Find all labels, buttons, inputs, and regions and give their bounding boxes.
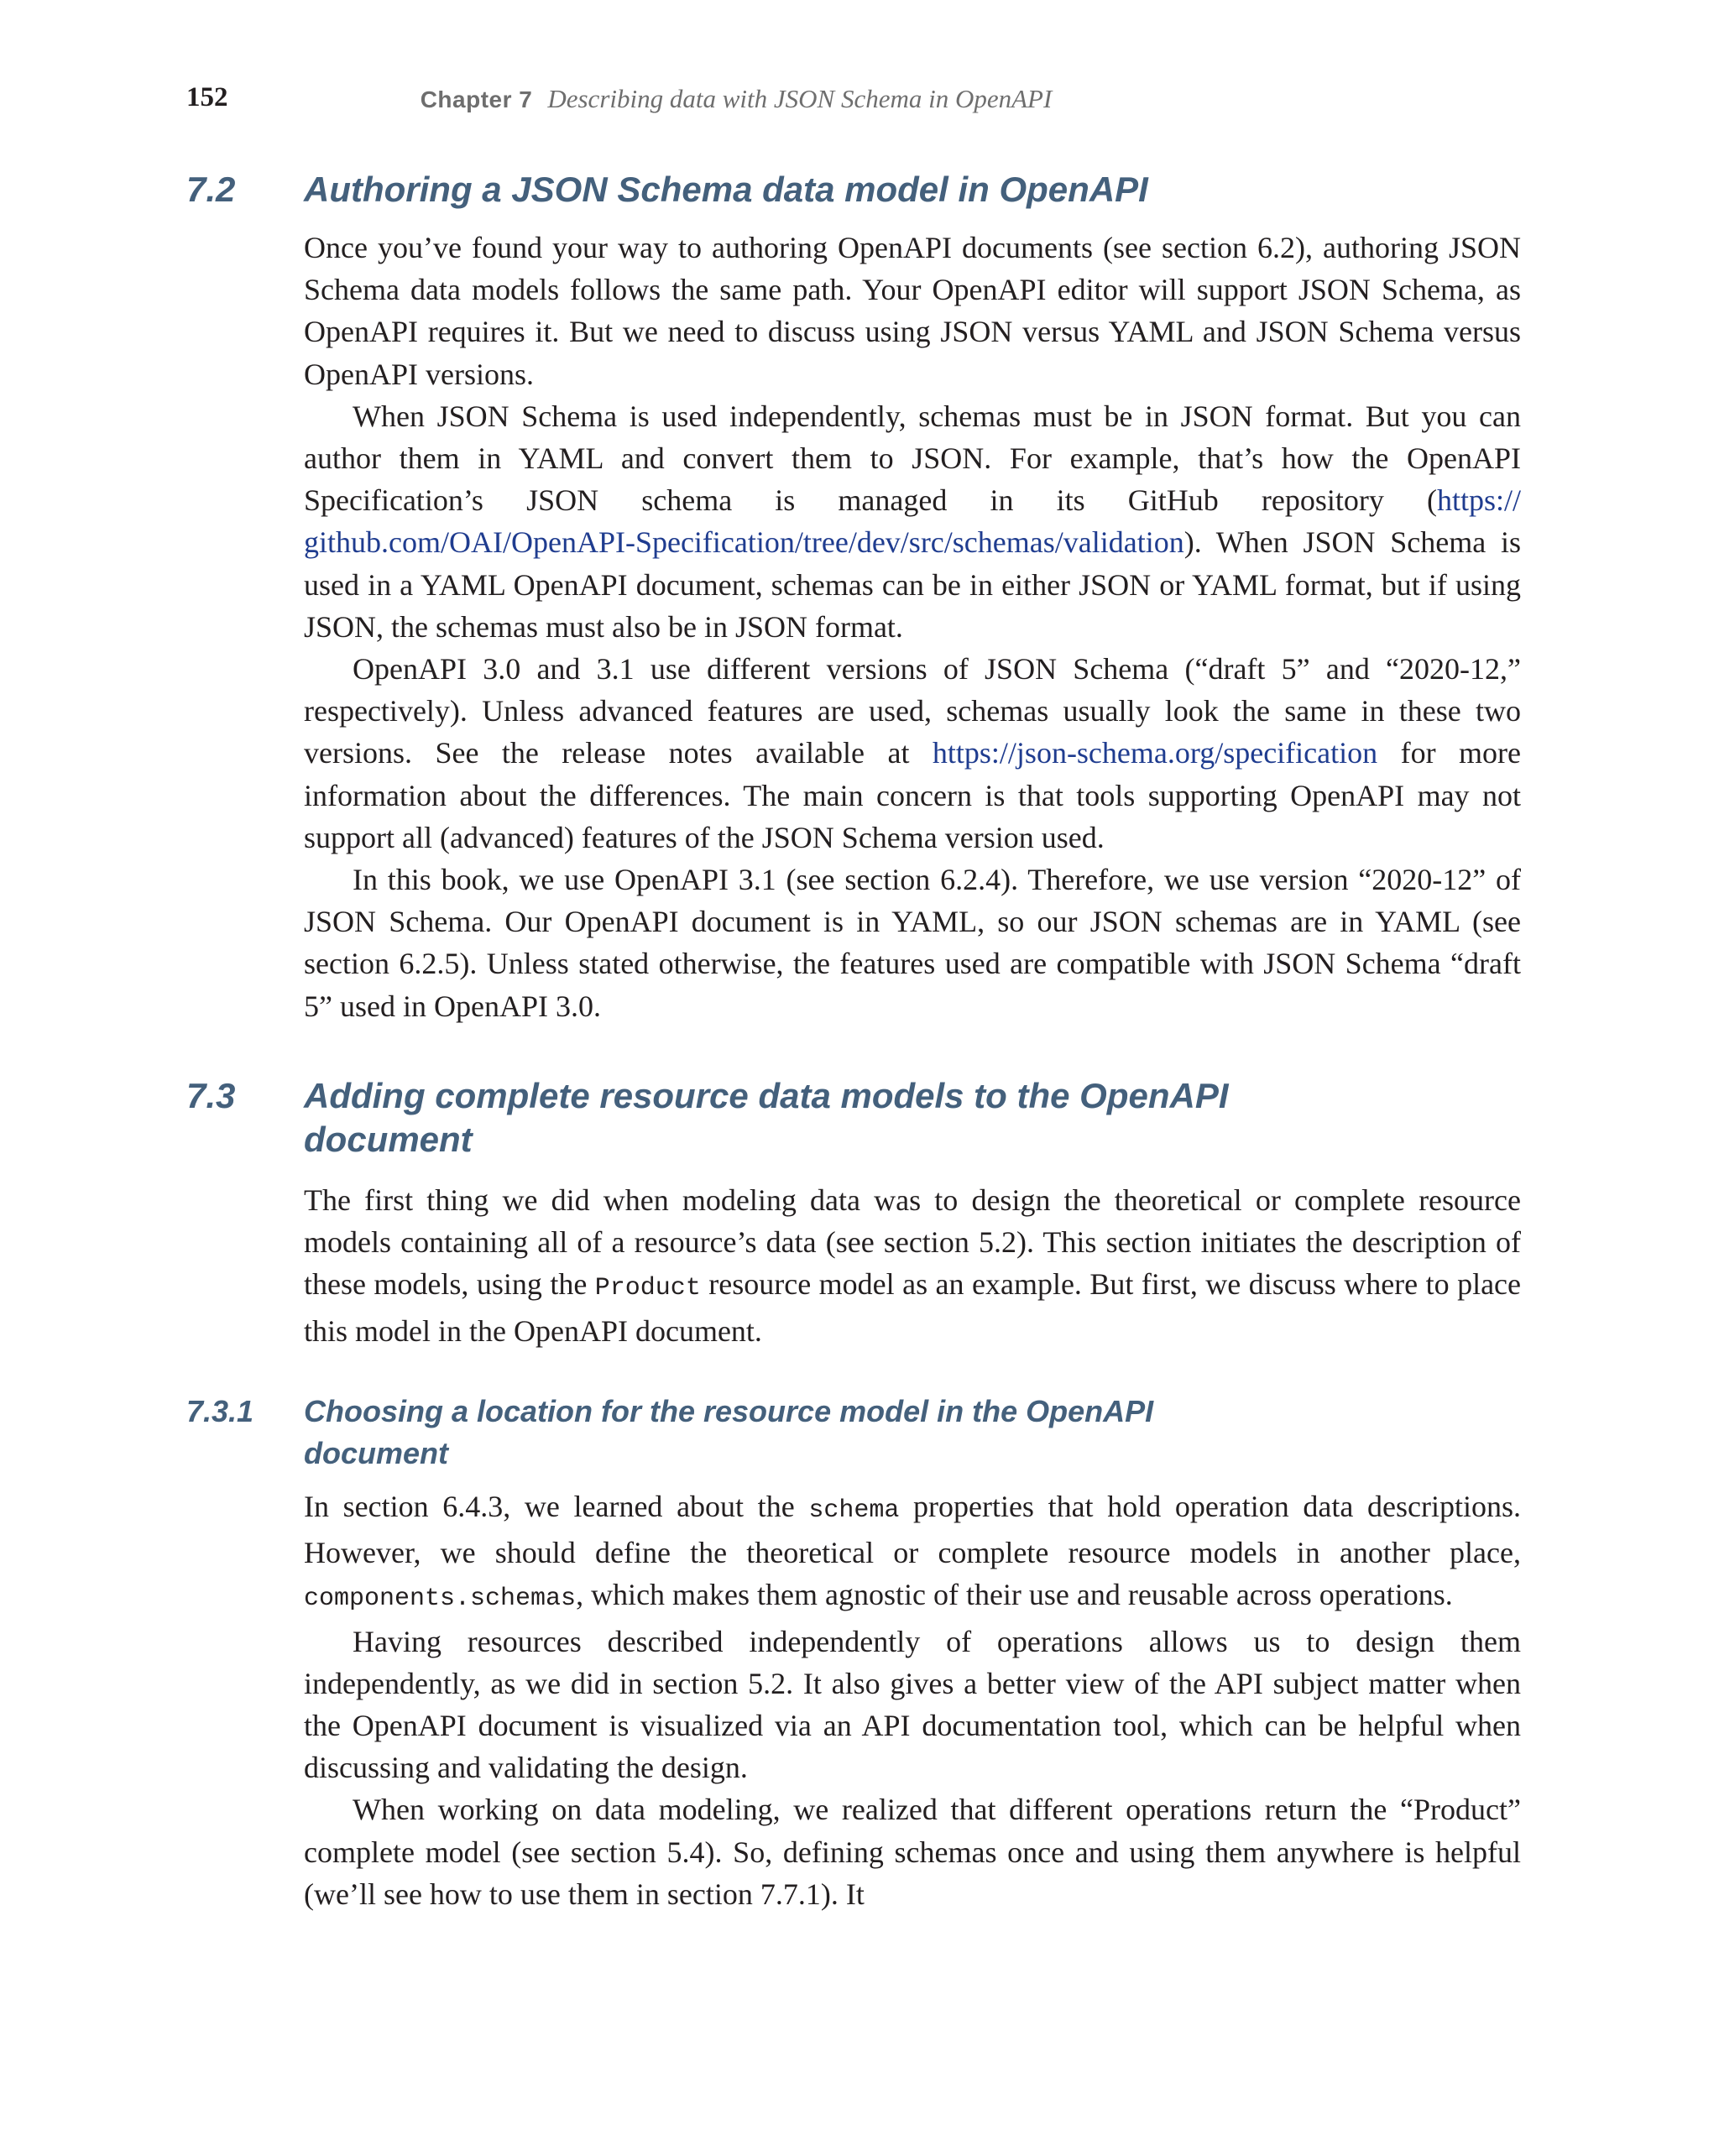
paragraph: In this book, we use OpenAPI 3.1 (see section 6.2.4). Therefore, we use version “2020-12” of JSON Schema. Our OpenAPI document is in YAML, so our JSON schemas are in YAML (see section 6.2.5). Unless stated otherwise, the features used are compatible with JSON Schema “draft 5” used in OpenAPI 3.0. xyxy=(304,863,1521,1023)
running-head xyxy=(186,82,1286,124)
inline-code: Product xyxy=(594,1274,701,1303)
section-title: Choosing a location for the resource model in the OpenAPI document xyxy=(304,1394,1154,1470)
section-7-3-1-body xyxy=(304,1485,1521,1915)
chapter-title: Describing data with JSON Schema in OpenAPI xyxy=(547,84,1053,113)
page-number: 152 xyxy=(186,82,228,112)
paragraph: The first thing we did when modeling data was to design the theoretical or complete resource models containing all of a resource’s data (see section 5.2). This section initiates the description of these models, using the Product resource model as an example. But first, we discuss where to place this model in the OpenAPI document. xyxy=(304,1183,1522,1348)
inline-code: schema xyxy=(808,1496,900,1525)
paragraph: Having resources described independently of operations allows us to design them independently, as we did in section 5.2. It also gives a better view of the API subject matter when the OpenAPI document is visualized via an API documentation tool, which can be helpful when discussing and validating the design. xyxy=(304,1624,1521,1785)
section-7-2-body xyxy=(304,227,1521,1027)
paragraph: When JSON Schema is used independently, schemas must be in JSON format. But you can author them in YAML and convert them to JSON. For example, that’s how the OpenAPI Specification’s JSON schema is managed in its GitHub repository (https:// github.com/OAI/OpenAPI-Specification/tree/dev/src/schemas/validation). When JSON Schema is used in a YAML OpenAPI document, schemas can be in either JSON or YAML format, but if using JSON, the schemas must also be in JSON format. xyxy=(304,399,1521,644)
section-7-3-body xyxy=(304,1179,1521,1352)
chapter-header xyxy=(186,84,1286,114)
section-number: 7.3.1 xyxy=(186,1394,254,1428)
section-title: Authoring a JSON Schema data model in OpenAPI xyxy=(304,170,1148,209)
section-number: 7.2 xyxy=(186,170,236,209)
paragraph: OpenAPI 3.0 and 3.1 use different versions of JSON Schema (“draft 5” and “2020-12,” respectively). Unless advanced features are used, schemas usually look the same in these two versions. See the release notes available at https://json-schema.org/specification for more information about the differences. The main concern is that tools supporting OpenAPI may not support all (advanced) features of the JSON Schema version used. xyxy=(304,652,1521,854)
inline-code: components.schemas xyxy=(304,1584,577,1614)
chapter-label: Chapter 7 xyxy=(420,86,533,112)
json-schema-spec-link[interactable]: https://json-schema.org/specification xyxy=(932,736,1378,770)
github-schema-link[interactable]: https:// github.com/OAI/OpenAPI-Specification/tree/dev/src/schemas/validation xyxy=(304,483,1521,560)
paragraph: When working on data modeling, we realized that different operations return the “Product” complete model (see section 5.4). So, defining schemas once and using them anywhere is helpful (we’ll see how to use them in section 7.7.1). It xyxy=(304,1793,1521,1911)
section-number: 7.3 xyxy=(186,1076,236,1115)
paragraph: Once you’ve found your way to authoring OpenAPI documents (see section 6.2), authoring JSON Schema data models follows the same path. Your OpenAPI editor will support JSON Schema, as OpenAPI requires it. But we need to discuss using JSON versus YAML and JSON Schema versus OpenAPI versions. xyxy=(304,231,1521,391)
paragraph: In section 6.4.3, we learned about the schema properties that hold operation data descriptions. However, we should define the theoretical or complete resource models in another place, components.schemas, which makes them agnostic of their use and reusable across operations. xyxy=(304,1490,1521,1614)
section-title: Adding complete resource data models to the OpenAPI document xyxy=(304,1076,1229,1159)
